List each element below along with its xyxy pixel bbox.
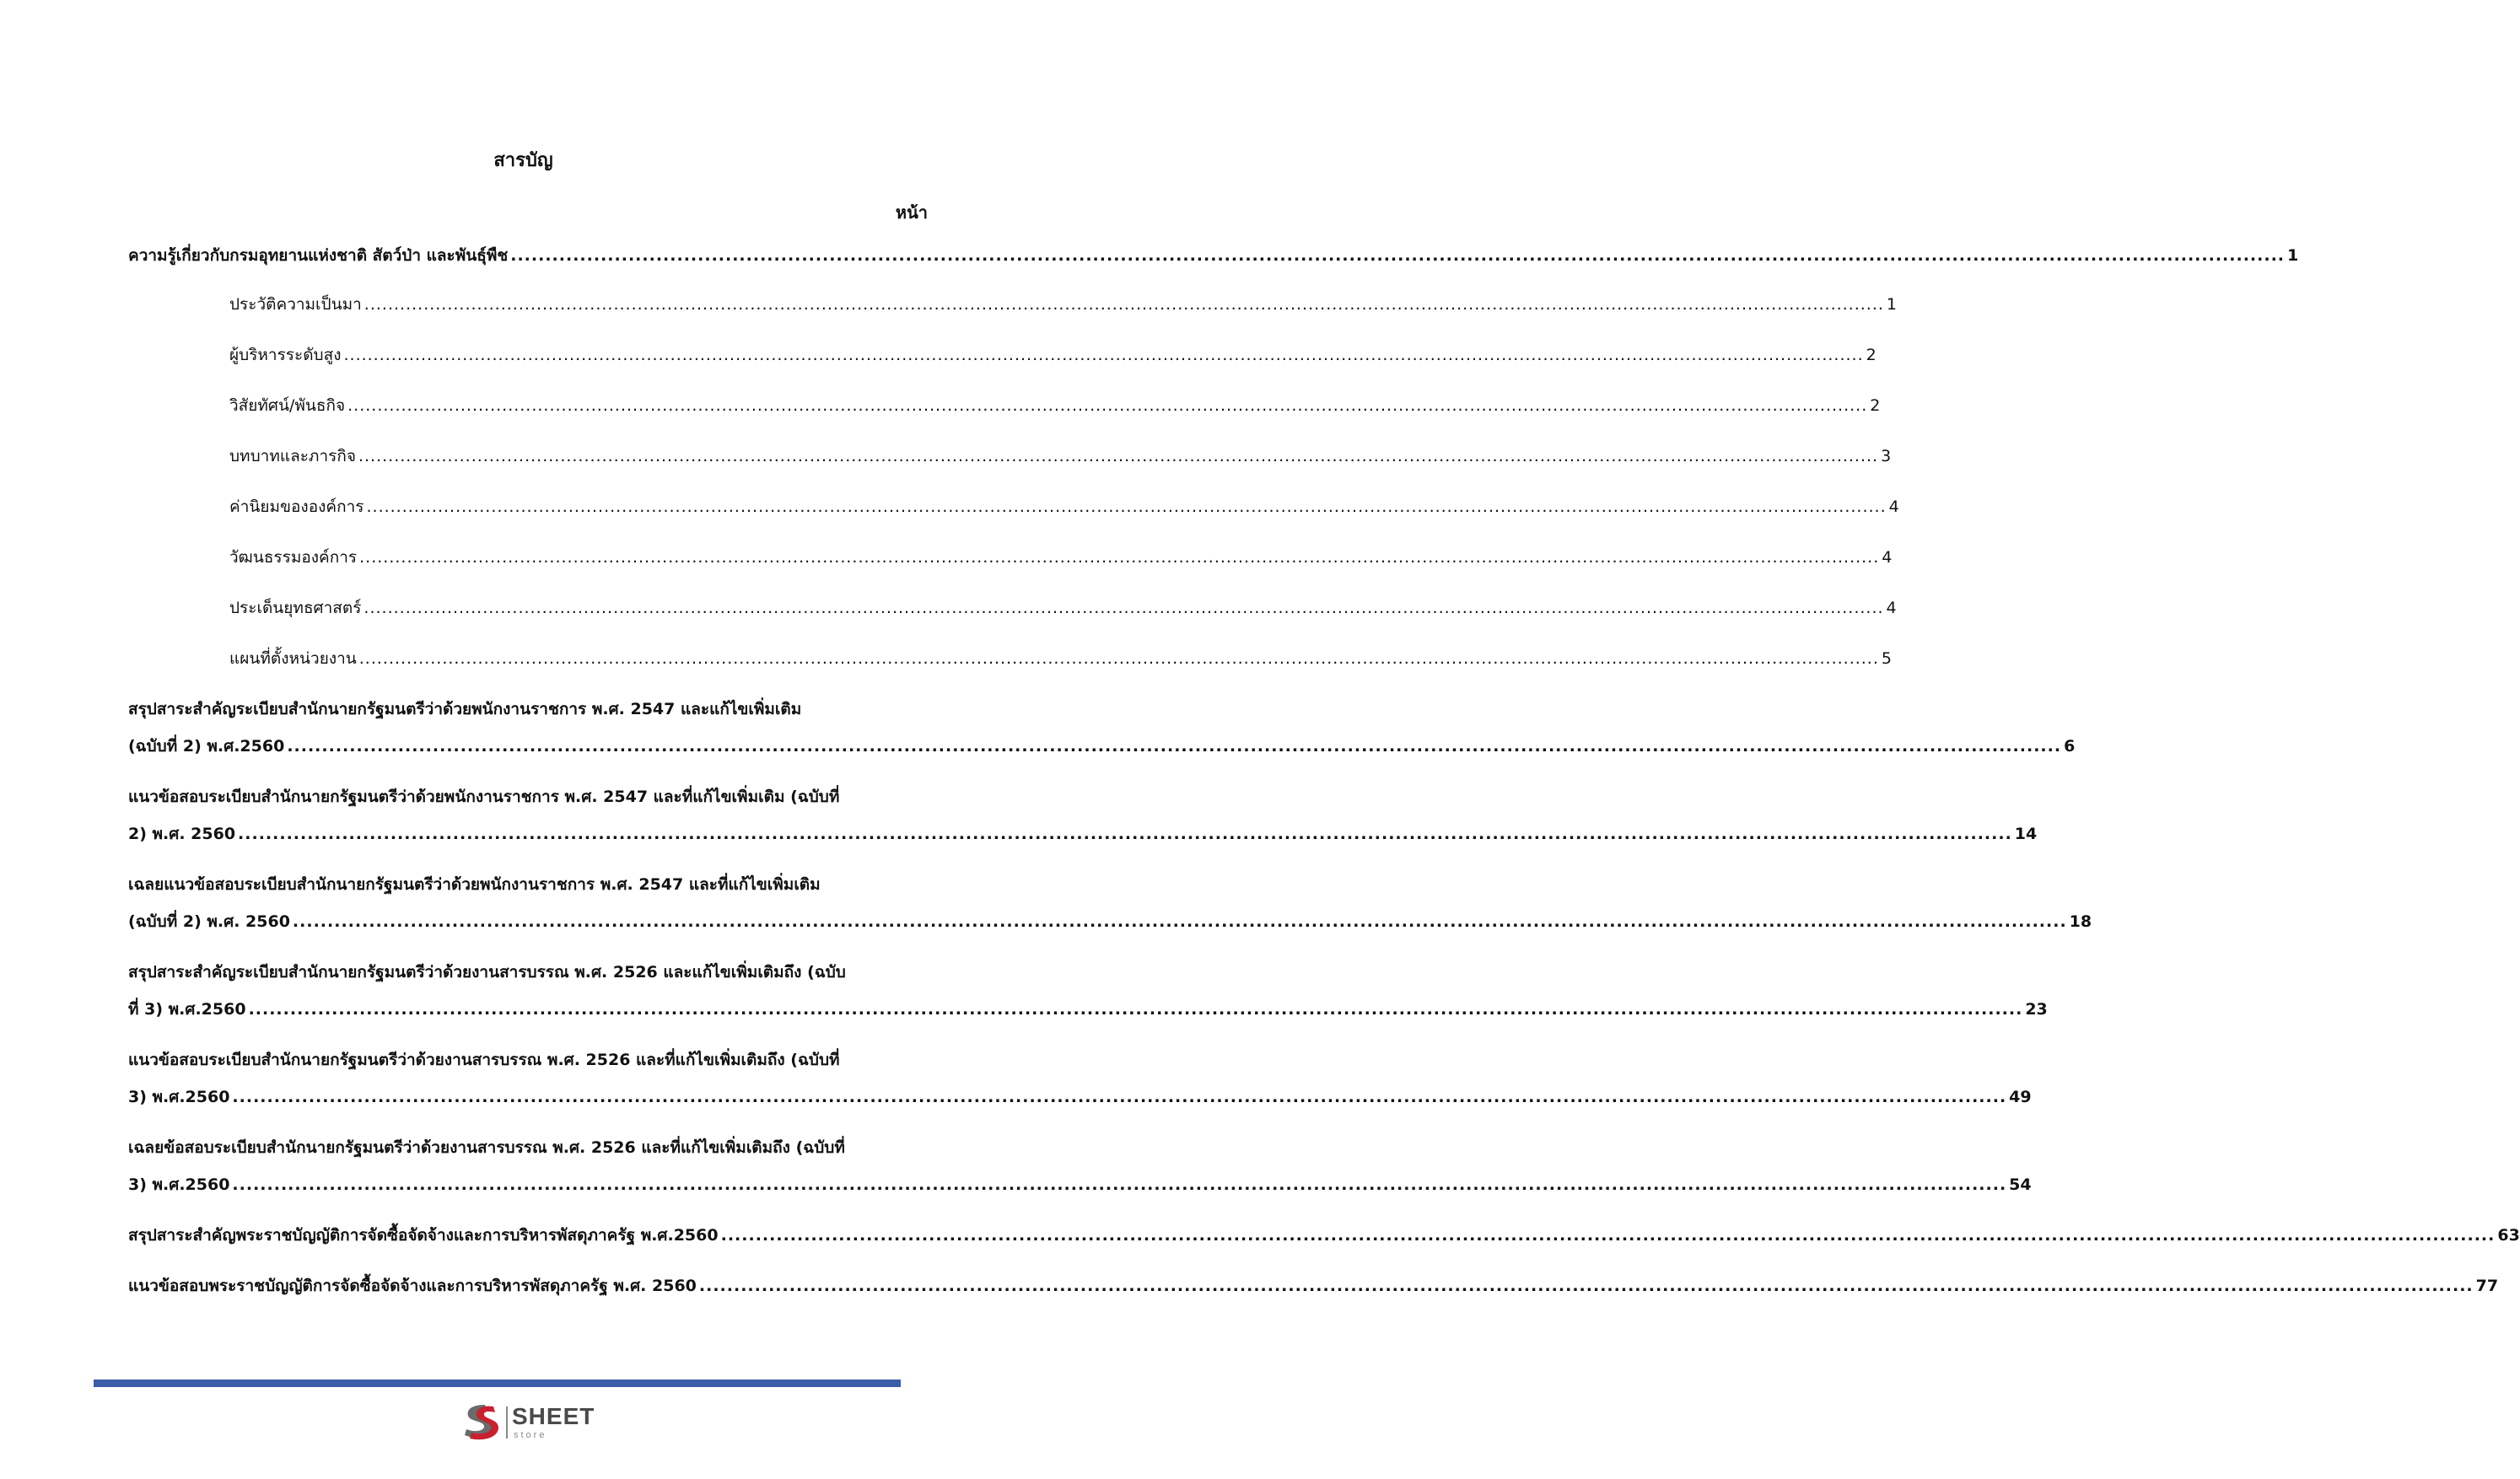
toc-entry-text: วัฒนธรรมองค์การ [229,548,358,567]
toc-entry-procurement-summary[interactable] [128,1224,2520,1246]
toc-subentry-culture[interactable] [128,546,1893,568]
leader-dots [510,245,2285,266]
toc-entry-saraban-summary[interactable] [128,961,2048,1020]
toc-entry-text-line2: (ฉบับที่ 2) พ.ศ. 2560 [128,912,290,931]
page-title: สารบัญ [493,150,553,171]
leader-dots [343,344,1863,366]
toc-page-number: 6 [2064,737,2076,756]
toc-page-number: 63 [2497,1226,2520,1245]
leader-dots [359,546,1879,568]
toc-entry-text: ผู้บริหารระดับสูง [229,346,342,364]
toc-page-number: 4 [1886,599,1897,617]
toc-entry-text-line1: สรุปสาระสำคัญระเบียบสำนักนายกรัฐมนตรีว่าด้วยพนักงานราชการ พ.ศ. 2547 และแก้ไขเพิ่มเติม [128,700,802,718]
toc-subentry-location-map[interactable] [128,648,1892,670]
toc-entry-text-line1: เฉลยแนวข้อสอบระเบียบสำนักนายกรัฐมนตรีว่าด้วยพนักงานราชการ พ.ศ. 2547 และที่แก้ไขเพิ่มเติม [128,875,821,894]
leader-dots [293,911,2067,933]
toc-page-number: 23 [2025,1000,2048,1019]
toc-entry-text: ค่านิยมขององค์การ [229,497,364,516]
toc-page-number: 54 [2009,1175,2032,1194]
leader-dots [249,998,2023,1020]
toc-entry-text: บทบาทและภารกิจ [229,447,356,465]
leader-dots [358,445,1878,467]
toc-page-number: 3 [1881,447,1892,465]
toc-page-number: 14 [2014,825,2038,843]
footer-rule [94,1380,901,1387]
logo-divider [506,1406,508,1439]
page-column-header: หน้า [895,202,928,223]
leader-dots [232,1086,2006,1108]
toc-entry-text: สรุปสาระสำคัญพระราชบัญญัติการจัดซื้อจัดจ้างและการบริหารพัสดุภาครัฐ พ.ศ.2560 [128,1226,719,1245]
toc-page-number: 2 [1866,346,1877,364]
toc-entry-text-line2: ที่ 3) พ.ศ.2560 [128,1000,246,1019]
toc-page-number: 1 [1886,295,1898,314]
toc-entry-procurement-exam[interactable] [128,1275,2499,1297]
sheet-store-logo [460,1401,603,1444]
toc-entry-text-line1: สรุปสาระสำคัญระเบียบสำนักนายกรัฐมนตรีว่าด้วยงานสารบรรณ พ.ศ. 2526 และแก้ไขเพิ่มเติมถึง (ฉบับ [128,963,846,982]
toc-subentry-strategy[interactable] [128,597,1897,619]
toc-entry-text: ความรู้เกี่ยวกับกรมอุทยานแห่งชาติ สัตว์ป่า และพันธุ์พืช [128,246,509,265]
toc-entry-saraban-exam[interactable] [128,1049,2032,1108]
toc-subentry-values[interactable] [128,496,1899,518]
leader-dots [287,735,2061,757]
toc-entry-gov-employee-answers[interactable] [128,874,2092,933]
toc-page-number: 2 [1870,396,1881,415]
leader-dots [359,648,1879,670]
toc-subentry-executives[interactable] [128,344,1877,366]
toc-page-number: 1 [2287,246,2299,265]
toc-entry-text: ประเด็นยุทธศาสตร์ [229,599,362,617]
toc-entry-text-line1: เฉลยข้อสอบระเบียบสำนักนายกรัฐมนตรีว่าด้วยงานสารบรรณ พ.ศ. 2526 และที่แก้ไขเพิ่มเติมถึง (ฉบับที่ [128,1138,845,1157]
leader-dots [363,597,1883,619]
toc-page-number: 77 [2475,1277,2499,1295]
sheet-store-logo-mark-icon [460,1401,502,1442]
toc-entry-text-line1: แนวข้อสอบระเบียบสำนักนายกรัฐมนตรีว่าด้วยงานสารบรรณ พ.ศ. 2526 และที่แก้ไขเพิ่มเติมถึง (ฉบับที่ [128,1051,840,1069]
toc-entry-text-line2: 2) พ.ศ. 2560 [128,825,236,843]
logo-subword: store [514,1430,547,1440]
leader-dots [699,1275,2474,1297]
toc-entry-text: แนวข้อสอบพระราชบัญญัติการจัดซื้อจัดจ้างและการบริหารพัสดุภาครัฐ พ.ศ. 2560 [128,1277,697,1295]
toc-page-number: 18 [2069,912,2092,931]
toc-subentry-roles-duties[interactable] [128,445,1892,467]
toc-entry-gov-employee-summary[interactable] [128,698,2076,757]
toc-entry-text: ประวัติความเป็นมา [229,295,362,314]
leader-dots [364,293,1884,315]
toc-page-number: 4 [1882,548,1893,567]
toc-entry-gov-employee-exam[interactable] [128,786,2038,845]
toc-subentry-vision-mission[interactable] [128,395,1881,417]
toc-entry-text-line2: 3) พ.ศ.2560 [128,1175,230,1194]
toc-subentry-history[interactable] [128,293,1898,315]
toc-entry-text: วิสัยทัศน์/พันธกิจ [229,396,346,415]
leader-dots [721,1224,2496,1246]
leader-dots [238,823,2012,845]
toc-entry-dnp-knowledge[interactable] [128,245,2299,266]
leader-dots [232,1174,2006,1196]
leader-dots [366,496,1886,518]
toc-page-number: 5 [1881,649,1892,668]
toc-entry-text: แผนที่ตั้งหน่วยงาน [229,649,357,668]
toc-entry-text-line1: แนวข้อสอบระเบียบสำนักนายกรัฐมนตรีว่าด้วยพนักงานราชการ พ.ศ. 2547 และที่แก้ไขเพิ่มเติม (ฉบับที่ [128,788,840,806]
toc-entry-saraban-answers[interactable] [128,1137,2032,1196]
logo-word: SHEET [512,1403,595,1429]
leader-dots [347,395,1867,417]
toc-page-number: 49 [2009,1088,2032,1106]
toc-page-number: 4 [1888,497,1899,516]
toc-entry-text-line2: (ฉบับที่ 2) พ.ศ.2560 [128,737,285,756]
toc-entry-text-line2: 3) พ.ศ.2560 [128,1088,230,1106]
